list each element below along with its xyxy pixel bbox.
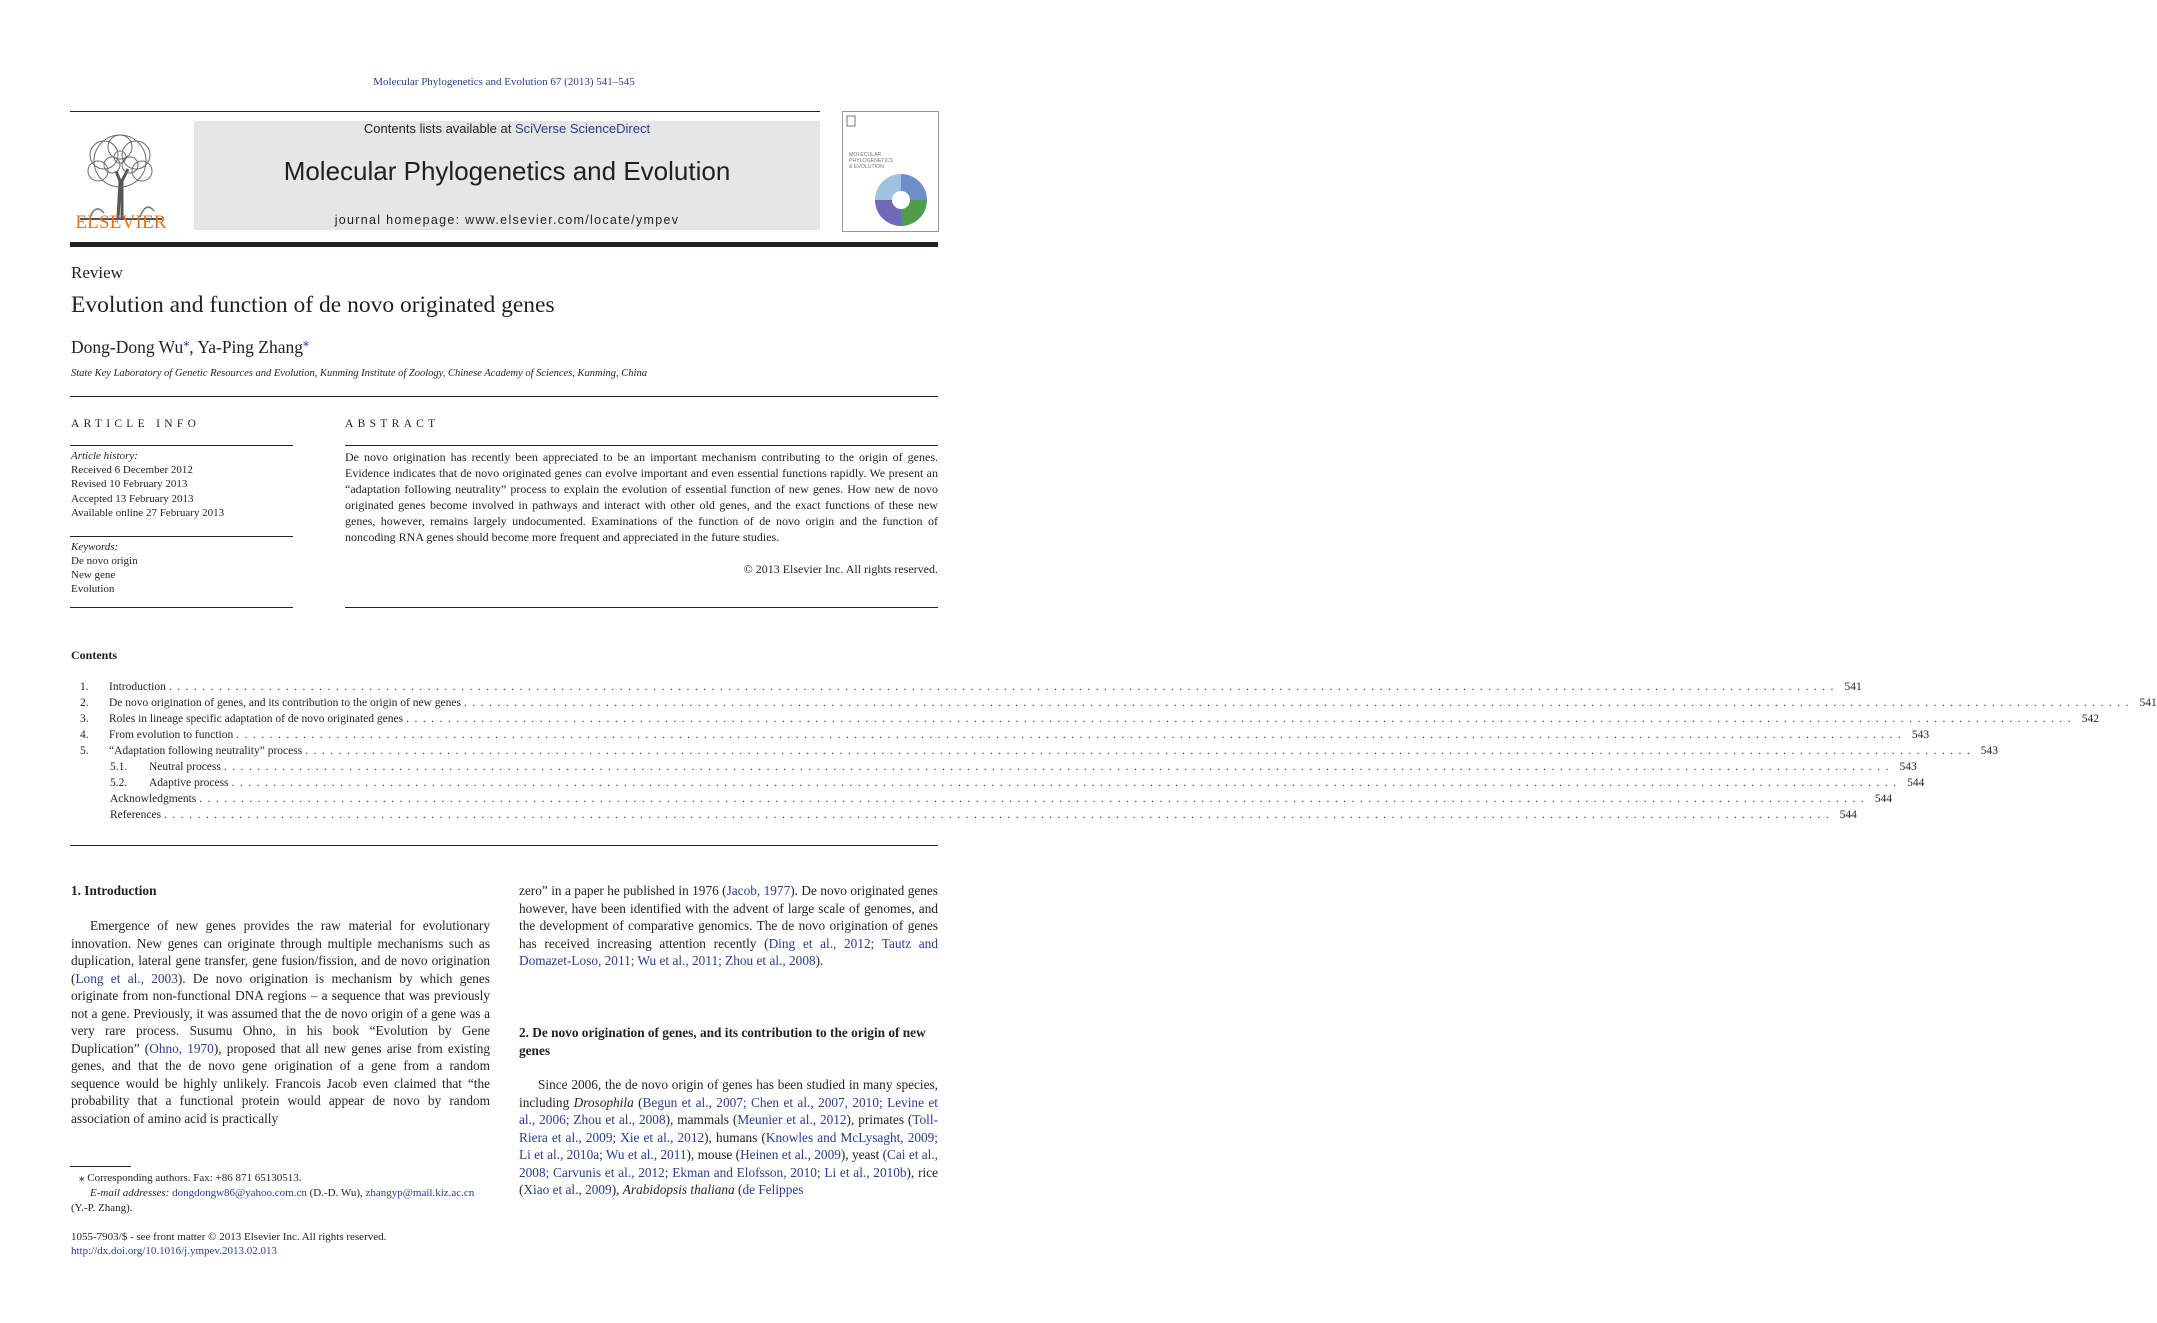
history-revised: Revised 10 February 2013	[71, 478, 188, 490]
abstract-rule	[345, 445, 938, 446]
toc-leader-dots: . . . . . . . . . . . . . . . . . . . . . . . . . . . . . . . . . . . . . . . . . . . . . . . . . . . . . . . . . . . . . . . . . . . . . . . . . . . . . . . . . . . . . . . . . . . . . . . . . . . . . . . . . . . . . . . . . . . . . . . . . . . . . . . . . . . . . . . . . . . . . . . . . . . . . . . . . . . . . . . . . . . . . . . . . . . . . . . . . . . . . . . . . . . . . . . . . . . . . . . .	[164, 809, 1830, 821]
toc-leader-dots: . . . . . . . . . . . . . . . . . . . . . . . . . . . . . . . . . . . . . . . . . . . . . . . . . . . . . . . . . . . . . . . . . . . . . . . . . . . . . . . . . . . . . . . . . . . . . . . . . . . . . . . . . . . . . . . . . . . . . . . . . . . . . . . . . . . . . . . . . . . . . . . . . . . . . . . . . . . . . . . . . . . . . . . . . . . . . . . . . . . . . . . . . . . . . . . . . . . . . . . .	[463, 697, 2130, 709]
toc-page-number: 544	[1874, 793, 1893, 805]
toc-leader-dots: . . . . . . . . . . . . . . . . . . . . . . . . . . . . . . . . . . . . . . . . . . . . . . . . . . . . . . . . . . . . . . . . . . . . . . . . . . . . . . . . . . . . . . . . . . . . . . . . . . . . . . . . . . . . . . . . . . . . . . . . . . . . . . . . . . . . . . . . . . . . . . . . . . . . . . . . . . . . . . . . . . . . . . . . . . . . . . . . . . . . . . . . . . . . . . . . . . . . . . . .	[406, 713, 2072, 725]
toc-page-number: 541	[2139, 697, 2157, 709]
body-text-run: ), humans (	[704, 1129, 766, 1145]
journal-title: Molecular Phylogenetics and Evolution	[283, 156, 731, 186]
issn-line: 1055-7903/$ - see front matter © 2013 Elsevier Inc. All rights reserved.	[71, 1231, 387, 1243]
body-text-run: ), mouse (	[686, 1147, 741, 1162]
author-affiliation: State Key Laboratory of Genetic Resources and Evolution, Kunming Institute of Zoology, Chinese Academy of Sciences, Kunming, China	[71, 368, 647, 379]
toc-title[interactable]: Acknowledgments	[110, 793, 197, 805]
article-info-rule	[70, 445, 293, 446]
toc-number: 5.1.	[110, 761, 128, 773]
elsevier-wordmark: ELSEVIER	[75, 212, 167, 233]
toc-entry[interactable]	[80, 775, 1925, 791]
toc-number: 3.	[80, 713, 89, 725]
corresponding-author-mark[interactable]: ⁎	[303, 335, 310, 349]
citation-link[interactable]: Long et al., 2003	[75, 970, 178, 986]
toc-page-number: 543	[1899, 761, 1917, 773]
toc-title[interactable]: Adaptive process	[149, 777, 229, 789]
keyword: Evolution	[71, 583, 115, 595]
toc-number: 5.	[80, 745, 89, 757]
toc-entry[interactable]	[80, 727, 1930, 743]
toc-leader-dots: . . . . . . . . . . . . . . . . . . . . . . . . . . . . . . . . . . . . . . . . . . . . . . . . . . . . . . . . . . . . . . . . . . . . . . . . . . . . . . . . . . . . . . . . . . . . . . . . . . . . . . . . . . . . . . . . . . . . . . . . . . . . . . . . . . . . . . . . . . . . . . . . . . . . . . . . . . . . . . . . . . . . . . . . . . . . . . . . . . . . . . . . . . . . . . . . . . . . . . . .	[199, 793, 1866, 805]
masthead-bottom-rule	[70, 242, 938, 247]
contents-heading: Contents	[71, 648, 118, 662]
toc-page-number: 544	[1907, 777, 1925, 789]
citation-link[interactable]: Toll-Riera et al., 2009; Xie et al., 2012	[519, 1112, 939, 1145]
keywords-label: Keywords:	[71, 541, 119, 553]
email-owner: (D.-D. Wu),	[306, 1187, 366, 1199]
toc-title[interactable]: Introduction	[109, 681, 166, 693]
email-link[interactable]: zhangyp@mail.kiz.ac.cn	[365, 1187, 475, 1199]
history-received: Received 6 December 2012	[71, 464, 193, 476]
corresponding-author-mark[interactable]: ⁎	[183, 335, 190, 349]
header-rule	[70, 111, 820, 112]
toc-title[interactable]: De novo origination of genes, and its contribution to the origin of new genes	[109, 697, 461, 709]
citation-link[interactable]: Ohno, 1970	[149, 1040, 214, 1056]
toc-page-number: 541	[1844, 681, 1862, 693]
toc-page-number: 544	[1839, 809, 1857, 821]
cover-image	[843, 112, 938, 231]
toc-number: 5.2.	[110, 777, 128, 789]
toc-number: 4.	[80, 729, 89, 741]
de-novo-origination-paragraph	[519, 1076, 938, 1199]
history-label: Article history:	[71, 450, 138, 462]
body-text-run: ), primates (	[846, 1112, 913, 1127]
toc-entry[interactable]	[80, 759, 1917, 775]
introduction-paragraph-continued	[519, 882, 938, 970]
citation-link[interactable]: Xiao et al., 2009	[523, 1182, 612, 1197]
body-text-run: (	[734, 1182, 743, 1197]
journal-cover-thumbnail[interactable]	[842, 111, 939, 232]
body-text-run: ),	[611, 1182, 623, 1197]
keyword: New gene	[71, 569, 116, 581]
body-text-run: ), rice (	[519, 1164, 938, 1197]
toc-entry[interactable]	[80, 807, 1857, 823]
toc-leader-dots: . . . . . . . . . . . . . . . . . . . . . . . . . . . . . . . . . . . . . . . . . . . . . . . . . . . . . . . . . . . . . . . . . . . . . . . . . . . . . . . . . . . . . . . . . . . . . . . . . . . . . . . . . . . . . . . . . . . . . . . . . . . . . . . . . . . . . . . . . . . . . . . . . . . . . . . . . . . . . . . . . . . . . . . . . . . . . . . . . . . . . . . . . . . . . . . . . . . . . . . .	[168, 681, 1835, 693]
keywords-rule	[70, 536, 293, 537]
body-text-run: zero” in a paper he published in 1976 (	[519, 883, 727, 898]
journal-homepage[interactable]: journal homepage: www.elsevier.com/locate/ympev	[334, 213, 680, 227]
author-list	[71, 335, 309, 358]
toc-entry[interactable]	[80, 791, 1893, 807]
section-heading-introduction: 1. Introduction	[71, 883, 157, 898]
contents-bottom-rule	[70, 845, 938, 846]
email-label: E-mail addresses:	[90, 1187, 170, 1199]
body-text-run: Since 2006, the de novo origin of genes has been studied in many species, including	[519, 1077, 938, 1110]
citation-link[interactable]: de Felippes	[742, 1182, 804, 1197]
contents-prefix: Contents lists available at	[363, 121, 515, 136]
email-owner: (Y.-P. Zhang).	[71, 1201, 133, 1214]
section-divider	[70, 396, 938, 397]
body-text-run: ). De novo originated genes however, have been identified with the advent of large scale of genomes, and the development of comparative genomics. The de novo origination of genes has received increasing attention recently (	[519, 883, 938, 951]
toc-page-number: 543	[1911, 729, 1930, 741]
body-text-run: ), proposed that all new genes arise from existing genes, and that the de novo gene origination of a gene from a random sequence would be highly unlikely. Francois Jacob even claimed that “the probability that a functional protein would appear de novo by random association of amino acid is practically	[71, 1040, 490, 1126]
citation-link[interactable]: Ding et al., 2012; Tautz and Domazet-Loso, 2011; Wu et al., 2011; Zhou et al., 2008	[519, 935, 938, 968]
body-text-run: ), mammals (	[665, 1112, 738, 1127]
author-name: Ya-Ping Zhang	[197, 336, 304, 357]
email-footnote	[71, 1186, 490, 1215]
section-heading-de-novo-origination: 2. De novo origination of genes, and its contribution to the origin of new genes	[519, 1025, 926, 1058]
sciencedirect-link[interactable]: SciVerse ScienceDirect	[514, 121, 651, 136]
toc-number: 2.	[80, 697, 89, 709]
toc-title[interactable]: Roles in lineage specific adaptation of de novo originated genes	[109, 713, 404, 725]
svg-text:MOLECULAR: MOLECULAR	[849, 152, 882, 158]
species-name: Drosophila	[573, 1094, 634, 1110]
body-text-run: ), yeast (	[840, 1147, 888, 1162]
toc-title[interactable]: “Adaptation following neutrality” process	[109, 745, 303, 757]
citation-link[interactable]: Cai et al., 2008; Carvunis et al., 2012; Ekman and Elofsson, 2010; Li et al., 2010b	[519, 1147, 938, 1180]
abstract-heading: ABSTRACT	[345, 418, 440, 430]
abstract-text: De novo origination has recently been appreciated to be an important mechanism contributing to the origin of genes. Evidence indicates that de novo originated genes can evolve important and even essential functions rapidly. We present an “adaptation following neutrality” process to explain the evolution of essential function of new genes. How new de novo originated genes become involved in pathways and interact with other old genes, and the exact functions of these new genes, however, remains largely undocumented. Examinations of the function of de novo origin and the function of noncoding RNA genes should become more frequent and appreciated in the future studies.	[345, 450, 938, 544]
body-text-run: ).	[815, 953, 824, 968]
citation-link[interactable]: Knowles and McLysaght, 2009; Li et al., 2010a; Wu et al., 2011	[519, 1129, 938, 1162]
citation-link[interactable]: Jacob, 1977	[726, 883, 791, 898]
author-name: Dong-Dong Wu	[71, 336, 184, 357]
email-link[interactable]: dongdongw86@yahoo.com.cn	[172, 1187, 307, 1199]
toc-page-number: 543	[1980, 745, 1999, 757]
svg-text:PHYLOGENETICS: PHYLOGENETICS	[849, 158, 894, 164]
toc-leader-dots: . . . . . . . . . . . . . . . . . . . . . . . . . . . . . . . . . . . . . . . . . . . . . . . . . . . . . . . . . . . . . . . . . . . . . . . . . . . . . . . . . . . . . . . . . . . . . . . . . . . . . . . . . . . . . . . . . . . . . . . . . . . . . . . . . . . . . . . . . . . . . . . . . . . . . . . . . . . . . . . . . . . . . . . . . . . . . . . . . . . . . . . . . . . . . . . . . . . . . . . .	[305, 745, 1972, 757]
toc-entry[interactable]	[80, 695, 2157, 711]
history-online: Available online 27 February 2013	[71, 507, 225, 519]
doi-link[interactable]: http://dx.doi.org/10.1016/j.ympev.2013.02.013	[71, 1245, 277, 1257]
toc-entry[interactable]	[80, 679, 1862, 695]
toc-page-number: 542	[2081, 713, 2099, 725]
toc-leader-dots: . . . . . . . . . . . . . . . . . . . . . . . . . . . . . . . . . . . . . . . . . . . . . . . . . . . . . . . . . . . . . . . . . . . . . . . . . . . . . . . . . . . . . . . . . . . . . . . . . . . . . . . . . . . . . . . . . . . . . . . . . . . . . . . . . . . . . . . . . . . . . . . . . . . . . . . . . . . . . . . . . . . . . . . . . . . . . . . . . . . . . . . . . . . . . . . . . . . . . . . .	[236, 729, 1903, 741]
toc-entry[interactable]	[80, 743, 1999, 759]
toc-title[interactable]: Neutral process	[149, 761, 221, 773]
svg-text:& EVOLUTION: & EVOLUTION	[849, 164, 884, 170]
toc-entry[interactable]	[80, 711, 2099, 727]
toc-number: 1.	[80, 681, 89, 693]
citation-link[interactable]: Meunier et al., 2012	[737, 1112, 847, 1127]
corresponding-author-footnote: ⁎ Corresponding authors. Fax: +86 871 65130513.	[79, 1172, 302, 1184]
body-text-run: (	[633, 1094, 643, 1110]
citation-link[interactable]: Heinen et al., 2009	[740, 1147, 841, 1162]
copyright-notice: © 2013 Elsevier Inc. All rights reserved.	[743, 562, 938, 576]
article-info-bottom-rule	[70, 607, 293, 608]
article-info-heading: ARTICLE INFO	[71, 418, 201, 430]
toc-leader-dots: . . . . . . . . . . . . . . . . . . . . . . . . . . . . . . . . . . . . . . . . . . . . . . . . . . . . . . . . . . . . . . . . . . . . . . . . . . . . . . . . . . . . . . . . . . . . . . . . . . . . . . . . . . . . . . . . . . . . . . . . . . . . . . . . . . . . . . . . . . . . . . . . . . . . . . . . . . . . . . . . . . . . . . . . . . . . . . . . . . . . . . . . . . . . . . . . . . . . . . . .	[231, 777, 1898, 789]
toc-title[interactable]: From evolution to function	[109, 729, 234, 741]
abstract-bottom-rule	[345, 607, 938, 608]
author-separator: ,	[189, 336, 198, 357]
footnote-rule	[70, 1166, 131, 1167]
body-text-run: ). De novo origination is mechanism by which genes originate from non-functional DNA regions – a sequence that was previously not a gene. Previously, it was assumed that the de novo origin of a gene was a very rare process. Susumu Ohno, in his book “Evolution by Gene Duplication” (	[71, 970, 490, 1056]
citation-link[interactable]: Begun et al., 2007; Chen et al., 2007, 2010; Levine et al., 2006; Zhou et al., 2008	[519, 1094, 938, 1127]
journal-reference[interactable]: Molecular Phylogenetics and Evolution 67 (2013) 541–545	[373, 76, 635, 88]
toc-title[interactable]: References	[110, 809, 162, 821]
introduction-paragraph	[71, 917, 490, 1127]
species-name: Arabidopsis thaliana	[622, 1182, 735, 1197]
article-title: Evolution and function of de novo originated genes	[71, 292, 555, 318]
history-accepted: Accepted 13 February 2013	[71, 493, 194, 505]
article-type: Review	[71, 263, 123, 282]
keyword: De novo origin	[71, 555, 138, 567]
contents-available-line	[194, 121, 820, 136]
toc-leader-dots: . . . . . . . . . . . . . . . . . . . . . . . . . . . . . . . . . . . . . . . . . . . . . . . . . . . . . . . . . . . . . . . . . . . . . . . . . . . . . . . . . . . . . . . . . . . . . . . . . . . . . . . . . . . . . . . . . . . . . . . . . . . . . . . . . . . . . . . . . . . . . . . . . . . . . . . . . . . . . . . . . . . . . . . . . . . . . . . . . . . . . . . . . . . . . . . . . . . . . . . .	[223, 761, 1890, 773]
body-text-run: Emergence of new genes provides the raw material for evolutionary innovation. New genes can originate through multiple mechanisms such as duplication, lateral gene transfer, gene fusion/fission, and de novo origination (	[71, 918, 490, 986]
